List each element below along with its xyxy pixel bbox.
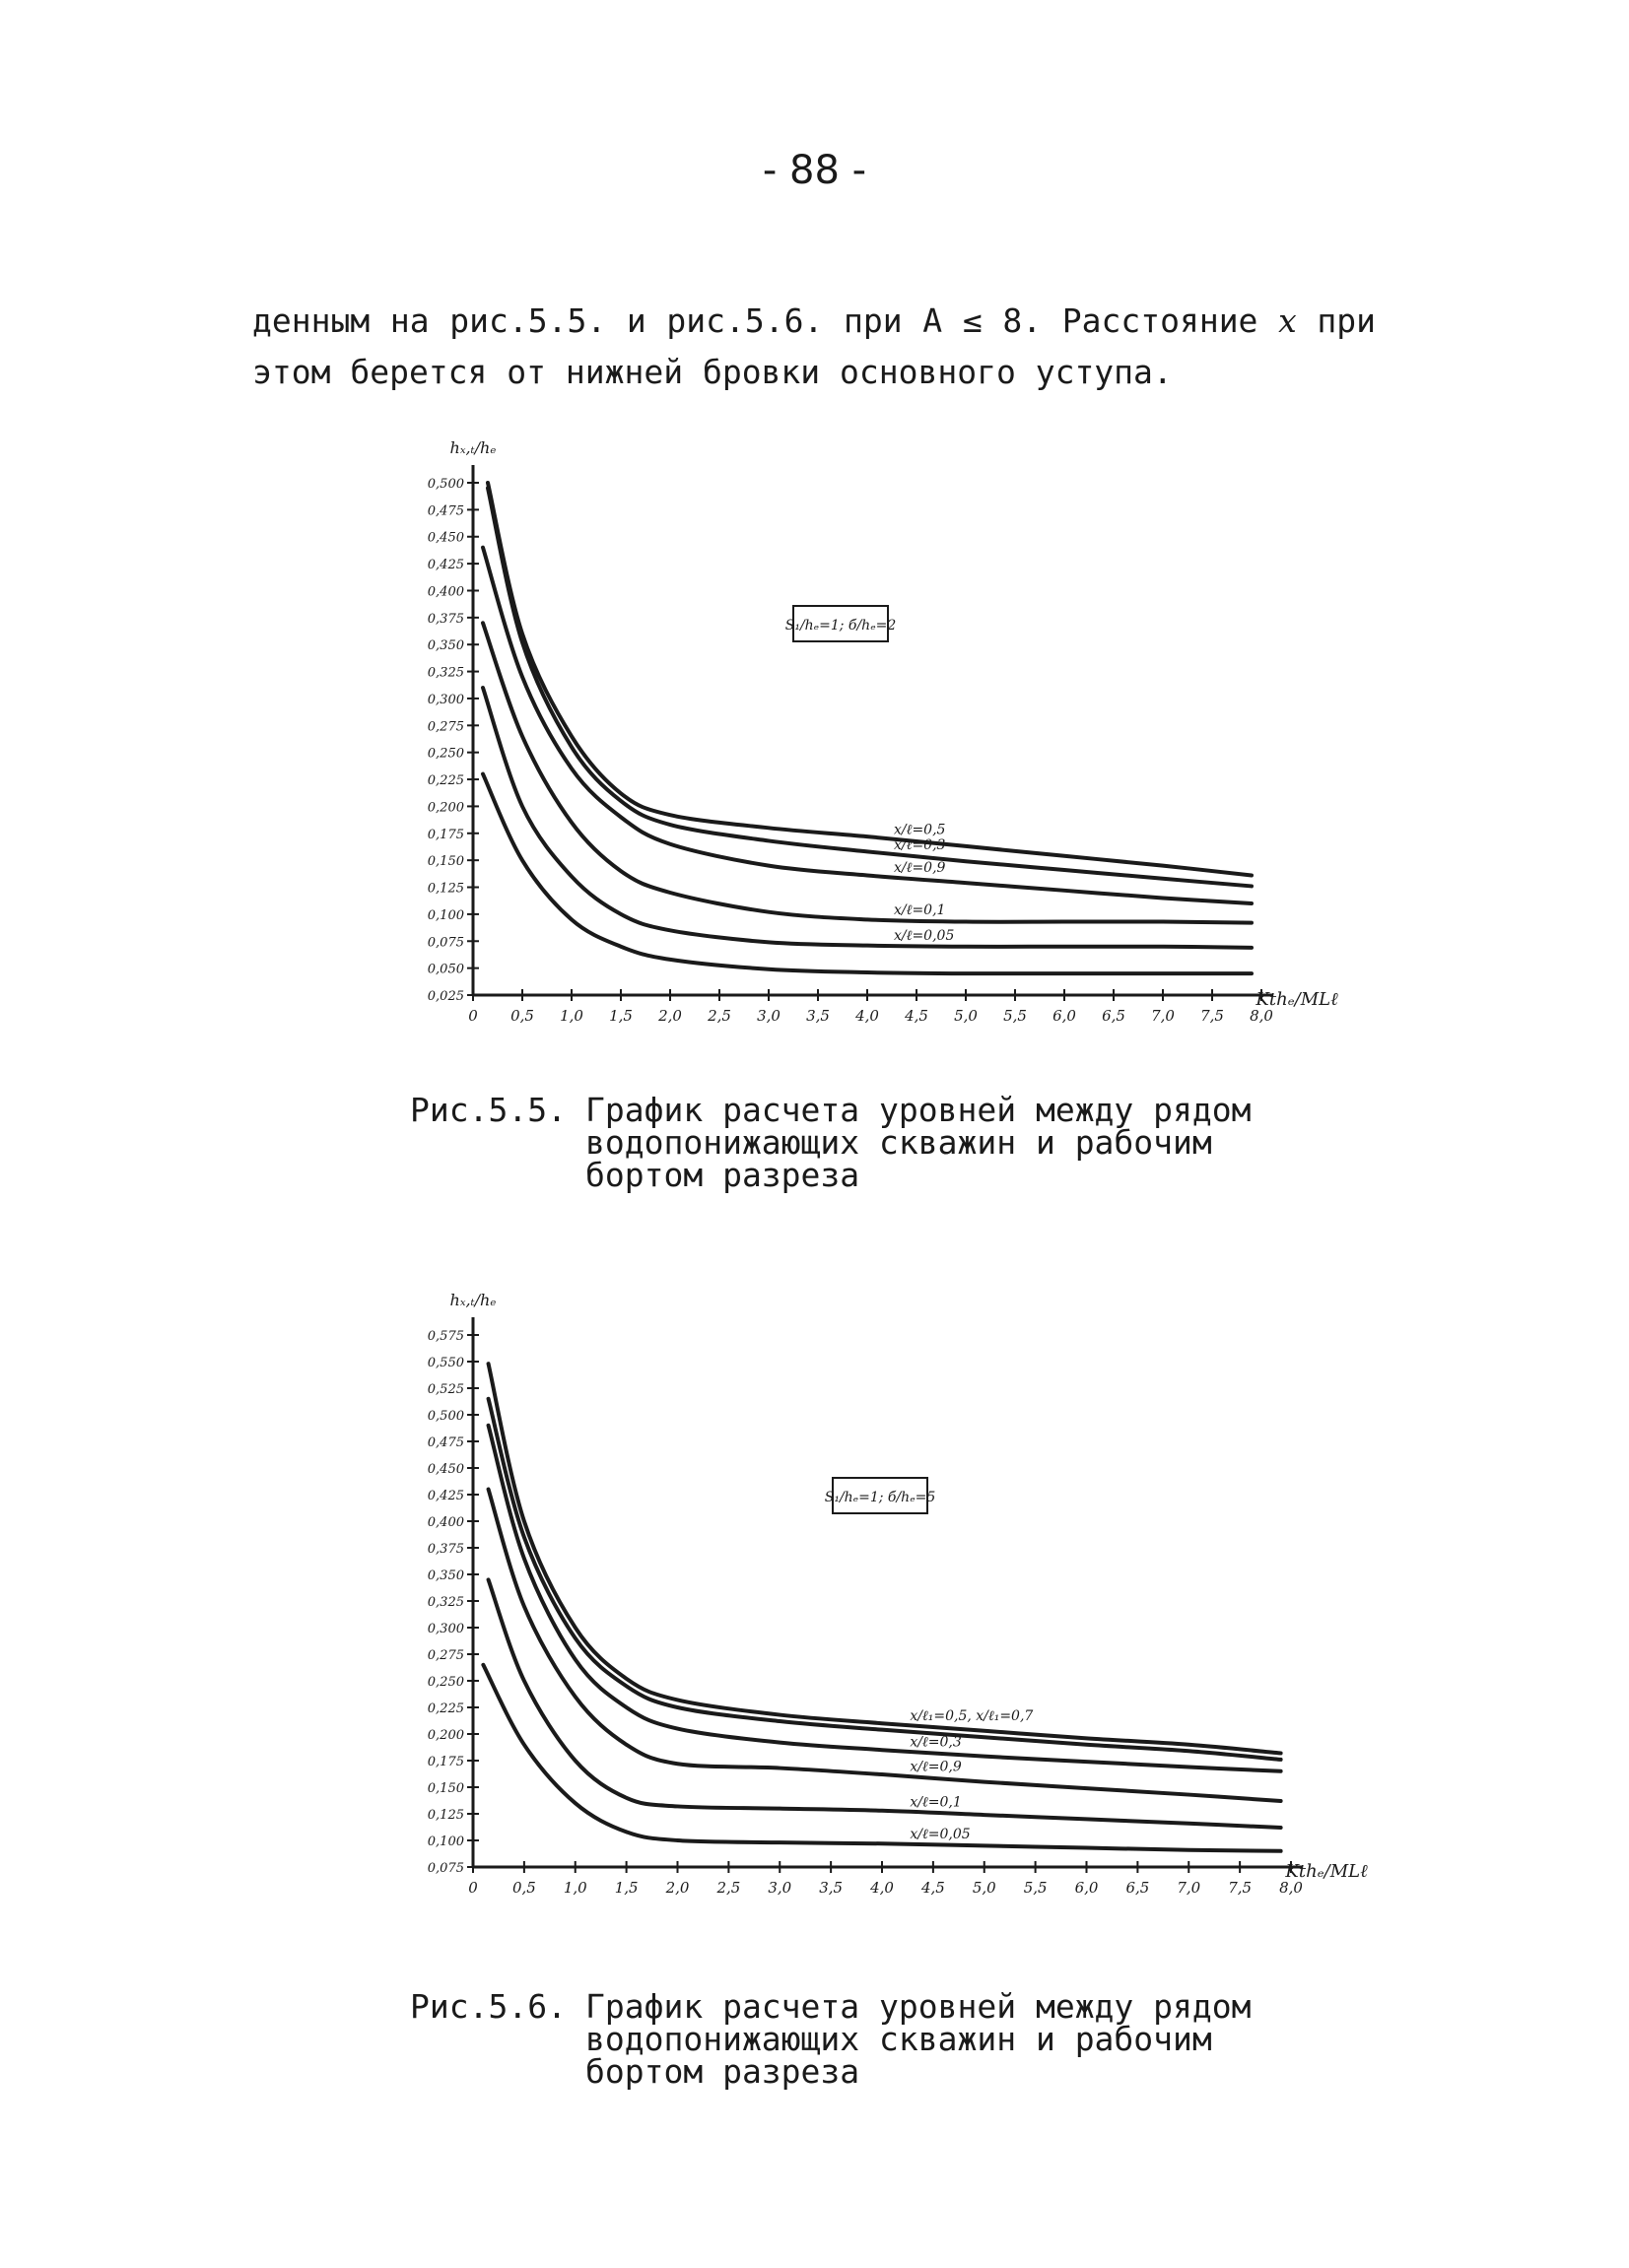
- y-tick-label: 0,025: [427, 989, 464, 1004]
- y-tick-label: 0,350: [427, 1568, 464, 1583]
- x-tick-label: 2,0: [665, 1879, 690, 1897]
- x-tick-label: 3,5: [819, 1879, 844, 1897]
- series-label: x/ℓ=0,1: [910, 1794, 962, 1811]
- y-tick-label: 0,400: [427, 1515, 464, 1530]
- intro-text-a: денным на рис.5.5. и рис.5.6. при A ≤ 8. Расстояние: [252, 301, 1279, 340]
- y-tick-label: 0,225: [427, 773, 464, 789]
- x-tick-label: 4,5: [920, 1879, 945, 1897]
- x-tick-label: 8,0: [1279, 1879, 1303, 1897]
- y-tick-label: 0,100: [427, 1834, 464, 1849]
- y-tick-label: 0,525: [427, 1382, 464, 1397]
- series-label: x/ℓ=0,3: [894, 836, 946, 853]
- x-tick-label: 3,0: [768, 1879, 792, 1897]
- x-tick-label: 1,0: [563, 1879, 587, 1897]
- series-label: x/ℓ₁=0,5, x/ℓ₁=0,7: [910, 1707, 1034, 1724]
- y-tick-label: 0,550: [427, 1356, 464, 1370]
- y-axis-label: hₓ,ₜ/hₑ: [449, 1291, 497, 1309]
- x-tick-label: 0,5: [511, 1879, 536, 1897]
- parameter-label: S₁/hₑ=1; б/hₑ=2: [784, 618, 897, 634]
- caption-line-1: График расчета уровней между рядом: [585, 1091, 1252, 1129]
- y-tick-label: 0,375: [427, 1542, 464, 1557]
- caption-prefix: Рис.5.6.: [410, 1987, 567, 2026]
- y-tick-label: 0,375: [427, 611, 464, 627]
- x-tick-label: 6,0: [1052, 1007, 1076, 1025]
- series-label: x/ℓ=0,05: [894, 928, 955, 945]
- y-tick-label: 0,350: [427, 638, 464, 654]
- caption-prefix: Рис.5.5.: [410, 1091, 567, 1129]
- x-tick-label: 5,0: [972, 1879, 996, 1897]
- y-axis-label: hₓ,ₜ/hₑ: [449, 438, 497, 457]
- x-tick-label: 1,5: [614, 1879, 639, 1897]
- series-label: x/ℓ=0,05: [910, 1826, 971, 1842]
- y-tick-label: 0,075: [427, 935, 464, 951]
- x-tick-label: 3,0: [757, 1007, 781, 1025]
- page-number: - 88 -: [762, 148, 867, 193]
- intro-text-b: при: [1296, 301, 1376, 340]
- y-tick-label: 0,475: [427, 503, 464, 519]
- x-tick-label: 1,5: [609, 1007, 633, 1025]
- y-tick-label: 0,175: [427, 1755, 464, 1769]
- series-label: x/ℓ=0,9: [894, 860, 946, 877]
- series-label: x/ℓ=0,5: [894, 822, 946, 838]
- x-tick-label: 6,5: [1125, 1879, 1150, 1897]
- x-tick-label: 0: [468, 1879, 478, 1897]
- y-tick-label: 0,150: [427, 1781, 464, 1796]
- x-tick-label: 2,5: [708, 1007, 731, 1025]
- y-tick-label: 0,225: [427, 1701, 464, 1716]
- caption-line-1: График расчета уровней между рядом: [585, 1987, 1252, 2026]
- x-tick-label: 1,0: [560, 1007, 583, 1025]
- chart-5-5: [394, 438, 1340, 1059]
- y-tick-label: 0,500: [427, 477, 464, 492]
- series-label: x/ℓ=0,9: [910, 1759, 962, 1775]
- x-tick-label: 3,5: [806, 1007, 830, 1025]
- x-tick-label: 0: [468, 1007, 478, 1025]
- caption-line-2: водопонижающих скважин и рабочим: [585, 1123, 1212, 1162]
- x-tick-label: 6,5: [1102, 1007, 1125, 1025]
- series-label: x/ℓ=0,1: [894, 902, 946, 919]
- series-line: [489, 1579, 1281, 1828]
- caption-line-3: бортом разреза: [585, 1156, 860, 1194]
- chart-5-6: [394, 1291, 1390, 1931]
- y-tick-label: 0,125: [427, 1808, 464, 1823]
- x-tick-label: 2,0: [658, 1007, 682, 1025]
- x-tick-label: 6,0: [1074, 1879, 1099, 1897]
- caption-line-3: бортом разреза: [585, 2052, 860, 2091]
- x-tick-label: 5,0: [954, 1007, 978, 1025]
- y-tick-label: 0,300: [427, 1622, 464, 1636]
- series-line: [489, 1399, 1281, 1760]
- x-axis-label: Ktℎₑ/MLℓ: [1256, 989, 1338, 1010]
- x-tick-label: 7,5: [1228, 1879, 1253, 1897]
- x-tick-label: 5,5: [1023, 1879, 1048, 1897]
- series-label: x/ℓ=0,3: [910, 1734, 962, 1751]
- y-tick-label: 0,325: [427, 665, 464, 681]
- y-tick-label: 0,425: [427, 558, 464, 573]
- y-tick-label: 0,575: [427, 1329, 464, 1344]
- x-tick-label: 8,0: [1250, 1007, 1273, 1025]
- figure-5-6: [394, 1291, 1390, 1931]
- x-tick-label: 7,0: [1177, 1879, 1201, 1897]
- y-tick-label: 0,300: [427, 692, 464, 707]
- y-tick-label: 0,425: [427, 1489, 464, 1503]
- y-tick-label: 0,450: [427, 1462, 464, 1477]
- y-tick-label: 0,150: [427, 854, 464, 870]
- x-tick-label: 5,5: [1003, 1007, 1027, 1025]
- x-axis-label: Ktℎₑ/MLℓ: [1285, 1861, 1368, 1882]
- series-line: [489, 1490, 1281, 1801]
- y-tick-label: 0,175: [427, 827, 464, 842]
- series-line: [483, 688, 1252, 948]
- caption-line-2: водопонижающих скважин и рабочим: [585, 2020, 1212, 2058]
- y-tick-label: 0,500: [427, 1409, 464, 1424]
- x-tick-label: 7,0: [1151, 1007, 1175, 1025]
- x-tick-label: 2,5: [716, 1879, 741, 1897]
- parameter-label: S₁/hₑ=1; б/hₑ=5: [824, 1490, 936, 1505]
- intro-variable: x: [1278, 301, 1297, 340]
- x-tick-label: 4,0: [870, 1879, 894, 1897]
- y-tick-label: 0,200: [427, 800, 464, 816]
- y-tick-label: 0,200: [427, 1728, 464, 1743]
- series-line: [488, 488, 1252, 886]
- y-tick-label: 0,250: [427, 746, 464, 762]
- x-tick-label: 4,5: [905, 1007, 928, 1025]
- y-tick-label: 0,275: [427, 1648, 464, 1663]
- y-tick-label: 0,050: [427, 962, 464, 977]
- x-tick-label: 7,5: [1200, 1007, 1224, 1025]
- y-tick-label: 0,100: [427, 907, 464, 923]
- y-tick-label: 0,275: [427, 719, 464, 735]
- y-tick-label: 0,250: [427, 1675, 464, 1690]
- x-tick-label: 0,5: [510, 1007, 534, 1025]
- figure-5-5: [394, 438, 1340, 1059]
- y-tick-label: 0,400: [427, 584, 464, 600]
- y-tick-label: 0,325: [427, 1595, 464, 1610]
- x-tick-label: 4,0: [855, 1007, 879, 1025]
- y-tick-label: 0,475: [427, 1435, 464, 1450]
- intro-line-2: этом берется от нижней бровки основного уступа.: [252, 353, 1173, 391]
- intro-paragraph: [252, 296, 1376, 398]
- series-line: [488, 483, 1252, 875]
- intro-line-1: [252, 296, 1376, 347]
- y-tick-label: 0,450: [427, 530, 464, 546]
- y-tick-label: 0,075: [427, 1861, 464, 1876]
- y-tick-label: 0,125: [427, 881, 464, 897]
